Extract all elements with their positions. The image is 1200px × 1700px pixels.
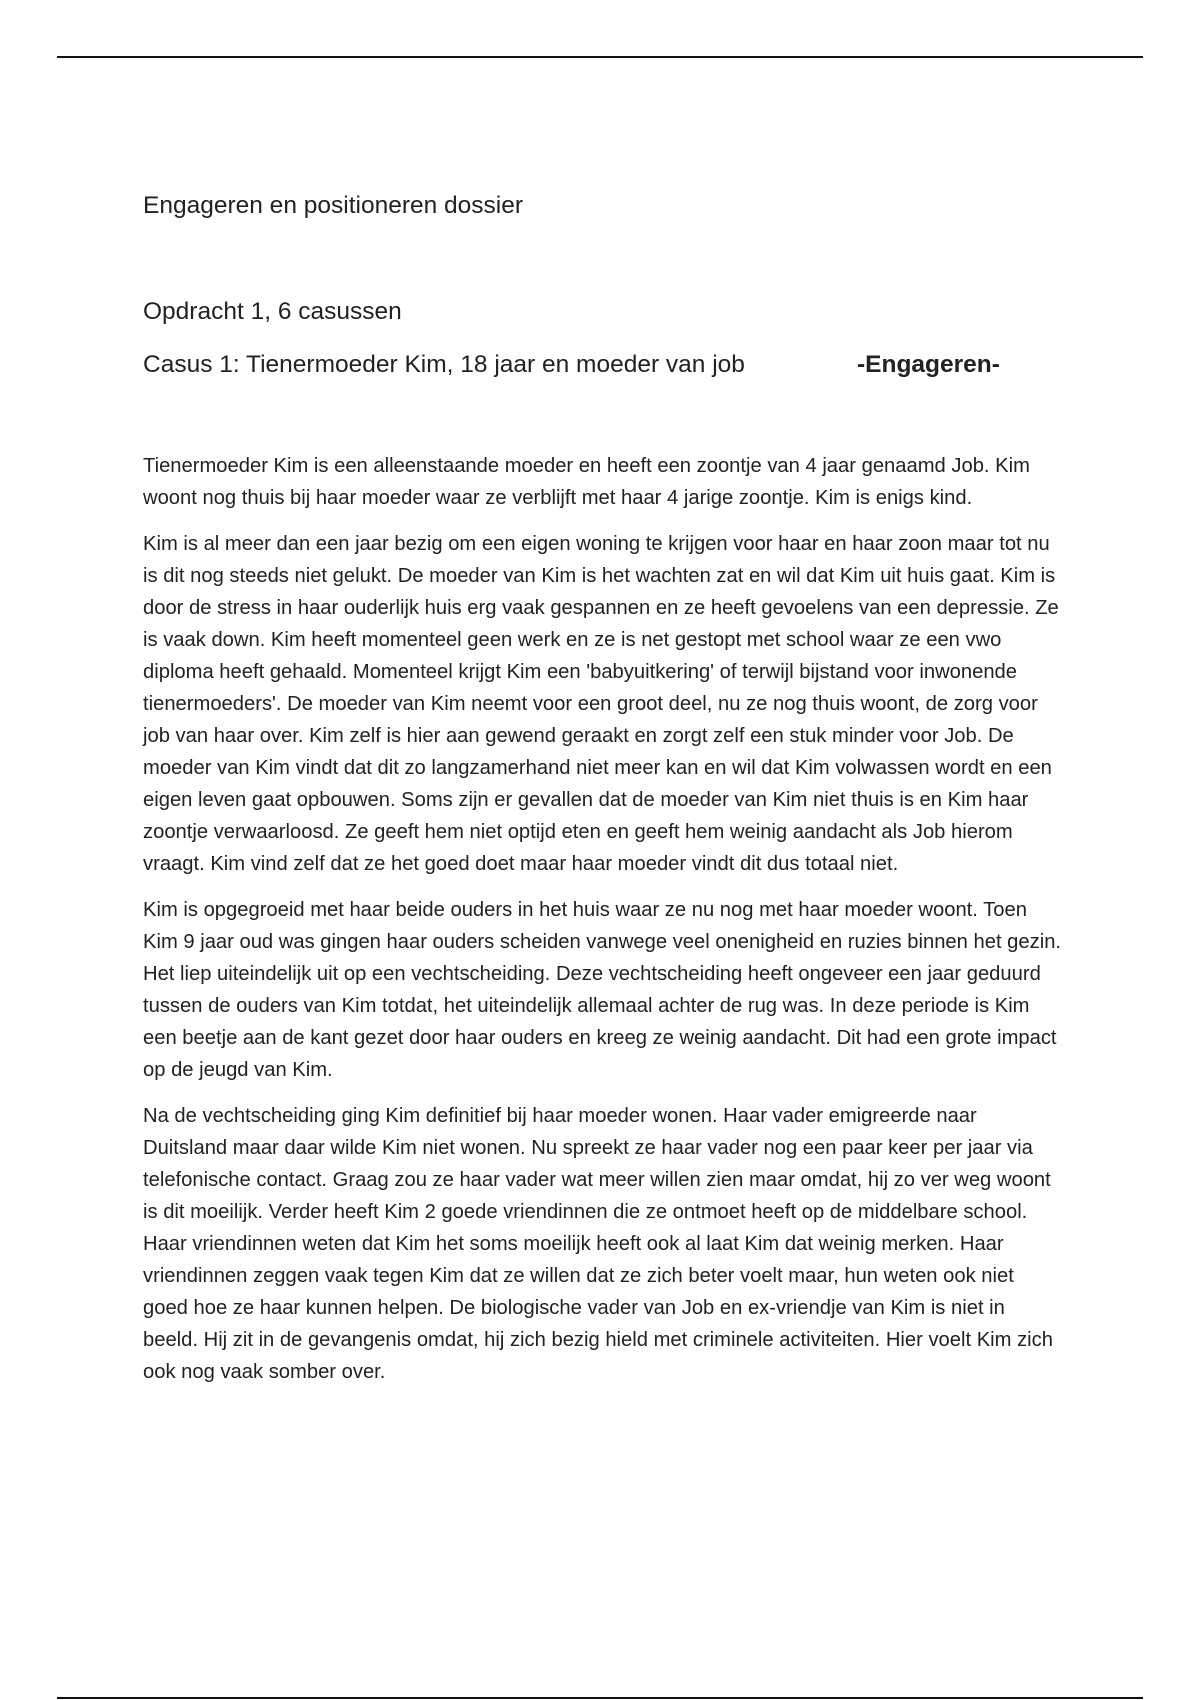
case-description <box>143 450 1063 1402</box>
case-title: Casus 1: Tienermoeder Kim, 18 jaar en moeder van job <box>143 351 745 378</box>
assignment-heading: Opdracht 1, 6 casussen <box>143 298 402 325</box>
header-rule <box>57 56 1143 58</box>
document-title: Engageren en positioneren dossier <box>143 192 524 219</box>
paragraph-2: Kim is al meer dan een jaar bezig om een eigen woning te krijgen voor haar en haar zoon maar tot nu is dit nog steeds niet gelukt. De moeder van Kim is het wachten zat en wil dat Kim uit huis gaat. Kim is door de stress in haar ouderlijk huis erg vaak gespannen en ze heeft gevoelens van een depressie. Ze is vaak down. Kim heeft momenteel geen werk en ze is net gestopt met school waar ze een vwo diploma heeft gehaald. Momenteel krijgt Kim een 'babyuitkering' of terwijl bijstand voor inwonende tienermoeders'. De moeder van Kim neemt voor een groot deel, nu ze nog thuis woont, de zorg voor job van haar over. Kim zelf is hier aan gewend geraakt en zorgt zelf een stuk minder voor Job. De moeder van Kim vindt dat dit zo langzamerhand niet meer kan en wil dat Kim volwassen wordt en een eigen leven gaat opbouwen. Soms zijn er gevallen dat de moeder van Kim niet thuis is en Kim haar zoontje verwaarloosd. Ze geeft hem niet optijd eten en geeft hem weinig aandacht als Job hierom vraagt. Kim vind zelf dat ze het goed doet maar haar moeder vindt dit dus totaal niet. <box>143 533 1059 875</box>
paragraph-1: Tienermoeder Kim is een alleenstaande moeder en heeft een zoontje van 4 jaar genaamd Job. Kim woont nog thuis bij haar moeder waar ze verblijft met haar 4 jarige zoontje. Kim is enigs kind. <box>143 455 1030 509</box>
footer-rule <box>57 1697 1143 1699</box>
paragraph-4: Na de vechtscheiding ging Kim definitief bij haar moeder wonen. Haar vader emigreerde naar Duitsland maar daar wilde Kim niet wonen. Nu spreekt ze haar vader nog een paar keer per jaar via telefonische contact. Graag zou ze haar vader wat meer willen zien maar omdat, hij zo ver weg woont is dit moeilijk. Verder heeft Kim 2 goede vriendinnen die ze ontmoet heeft op de middelbare school. Haar vriendinnen weten dat Kim het soms moeilijk heeft ook al laat Kim dat weinig merken. Haar vriendinnen zeggen vaak tegen Kim dat ze willen dat ze zich beter voelt maar, hun weten ook niet goed hoe ze haar kunnen helpen. De biologische vader van Job en ex-vriendje van Kim is niet in beeld. Hij zit in de gevangenis omdat, hij zich bezig hield met criminele activiteiten. Hier voelt Kim zich ook nog vaak somber over. <box>143 1105 1053 1383</box>
paragraph-3: Kim is opgegroeid met haar beide ouders in het huis waar ze nu nog met haar moeder woont. Toen Kim 9 jaar oud was gingen haar ouders scheiden vanwege veel onenigheid en ruzies binnen het gezin. Het liep uiteindelijk uit op een vechtscheiding. Deze vechtscheiding heeft ongeveer een jaar geduurd tussen de ouders van Kim totdat, het uiteindelijk allemaal achter de rug was. In deze periode is Kim een beetje aan de kant gezet door haar ouders en kreeg ze weinig aandacht. Dit had een grote impact op de jeugd van Kim. <box>143 899 1062 1081</box>
case-heading <box>143 351 1063 379</box>
case-tag: -Engageren- <box>857 351 1000 378</box>
